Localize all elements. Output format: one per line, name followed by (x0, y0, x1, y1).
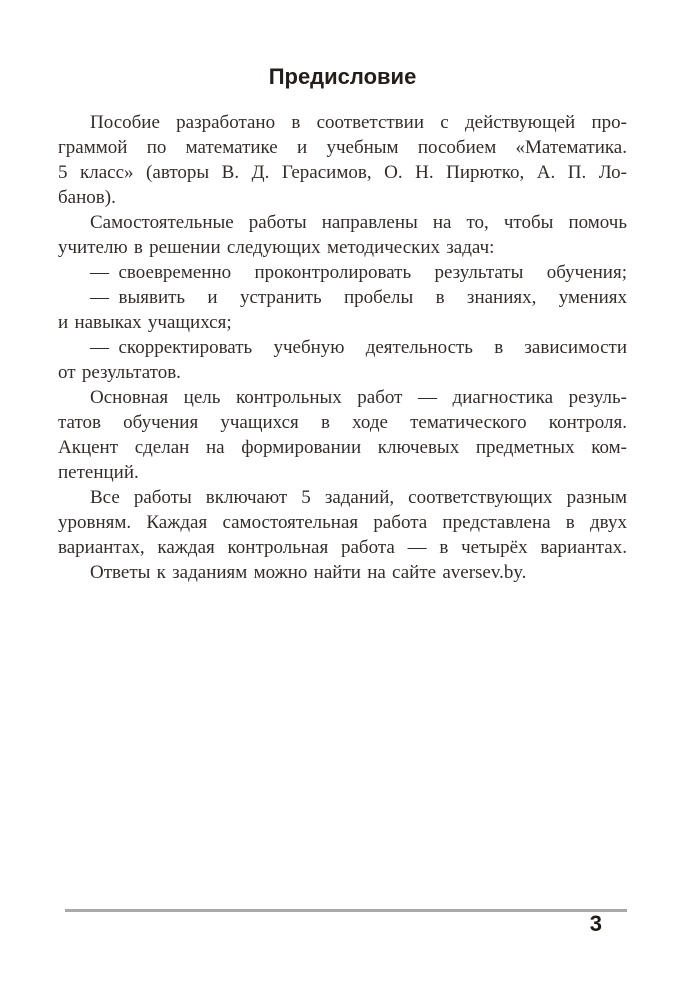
text-line: — своевременно проконтролировать результаты обучения; (90, 262, 627, 283)
text-line: граммой по математике и учебным пособием «Математика. (58, 137, 627, 158)
page-number: 3 (589, 911, 602, 936)
text-line: Самостоятельные работы направлены на то, чтобы помочь (90, 212, 627, 233)
text-line: Пособие разработано в соответствии с действующей про- (90, 112, 627, 133)
text-line: банов). (58, 187, 116, 208)
text-line: Акцент сделан на формировании ключевых предметных ком- (58, 437, 627, 458)
preface-text (58, 110, 627, 585)
page-title: Предисловие (268, 64, 417, 89)
text-line: уровням. Каждая самостоятельная работа представлена в двух (58, 512, 627, 533)
text-line: от результатов. (58, 362, 181, 383)
text-line: Все работы включают 5 заданий, соответствующих разным (90, 487, 627, 508)
text-line: вариантах, каждая контрольная работа — в четырёх вариантах. (58, 537, 627, 558)
text-line: учителю в решении следующих методических задач: (58, 237, 495, 258)
text-line: и навыках учащихся; (58, 312, 232, 333)
text-line: татов обучения учащихся в ходе тематического контроля. (58, 412, 627, 433)
text-line: — скорректировать учебную деятельность в зависимости (90, 337, 627, 358)
text-line: 5 класс» (авторы В. Д. Герасимов, О. Н. Пирютко, А. П. Ло- (58, 162, 627, 183)
footer-rule (65, 909, 627, 912)
text-line: Основная цель контрольных работ — диагностика резуль- (90, 387, 627, 408)
text-line: петенций. (58, 462, 139, 483)
text-line: — выявить и устранить пробелы в знаниях, умениях (90, 287, 627, 308)
text-line: Ответы к заданиям можно найти на сайте aversev.by. (90, 562, 527, 583)
